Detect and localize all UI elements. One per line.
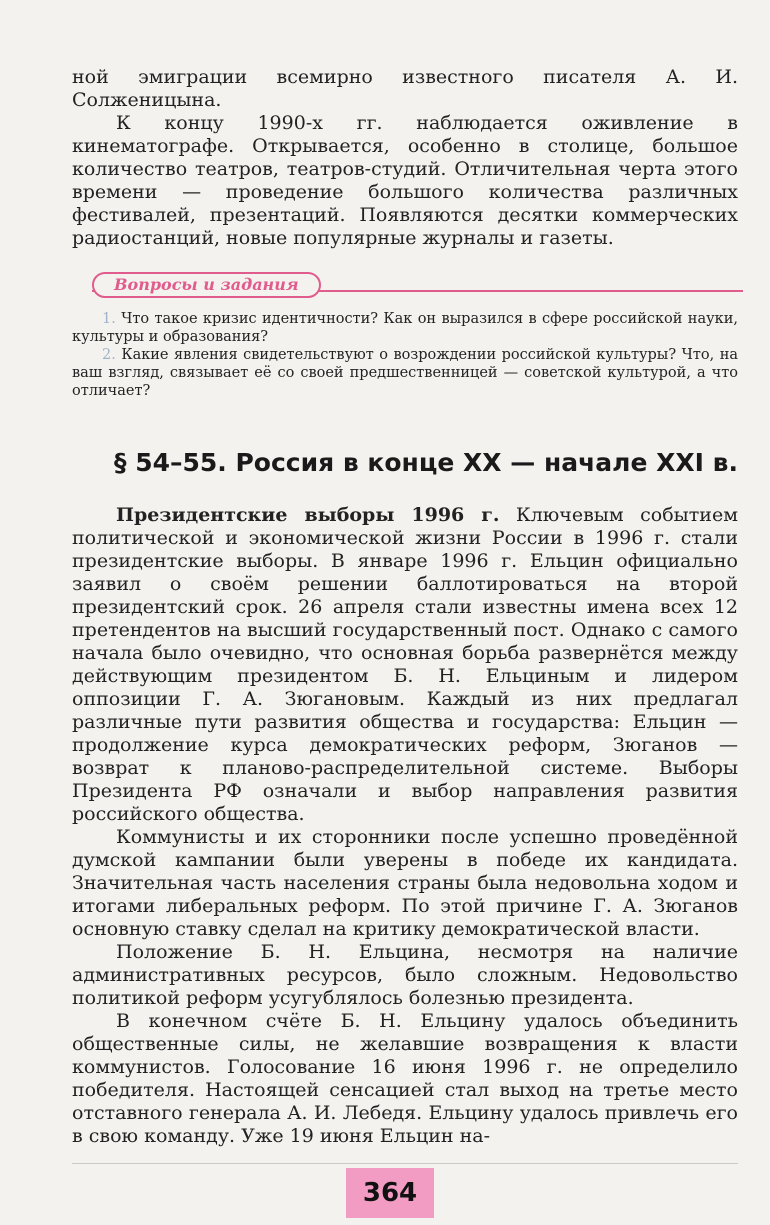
section-paragraph-1: Коммунисты и их сторонники после успешно проведённой думской кампании были уверены в победе их кандидата. Значительная часть населения страны была недовольна ходом и итогами либеральных реформ. По этой причине Г. А. Зюганов основную ставку сделал на критику демократической власти. bbox=[72, 826, 738, 940]
section-lead-paragraph bbox=[72, 504, 738, 826]
page-content bbox=[72, 66, 738, 1148]
question-number: 1. bbox=[102, 311, 116, 327]
intro-paragraph-2: К концу 1990-х гг. наблюдается оживление в кинематографе. Открывается, особенно в столице, большое количество театров, театров-студий. Отличительная черта этого времени — проведение большого количества различных фестивалей, презентаций. Появляются десятки коммерческих радиостанций, новые популярные журналы и газеты. bbox=[72, 112, 738, 249]
section-lead-title: Президентские выборы 1996 г. bbox=[116, 504, 500, 526]
question-text: Что такое кризис идентичности? Как он выразился в сфере российской науки, культуры и образования? bbox=[72, 311, 738, 345]
section-lead-text: Ключевым событием политической и экономической жизни России в 1996 г. стали президентские выборы. В январе 1996 г. Ельцин официально заявил о своём решении баллотироваться на второй президентский срок. 26 апреля стали известны имена всех 12 претендентов на высший государственный пост. Однако с самого начала было очевидно, что основная борьба развернётся между действующим президентом Б. Н. Ельциным и лидером оппозиции Г. А. Зюгановым. Каждый из них предлагал различные пути развития общества и государства: Ельцин — продолжение курса демократических реформ, Зюганов — возврат к планово-распределительной системе. Выборы Президента РФ означали и выбор направления развития российского общества. bbox=[72, 504, 738, 825]
section-paragraph-2: Положение Б. Н. Ельцина, несмотря на наличие административных ресурсов, было сложным. Недовольство политикой реформ усугублялось болезнью президента. bbox=[72, 941, 738, 1009]
intro-paragraph-1: ной эмиграции всемирно известного писателя А. И. Солженицына. bbox=[72, 66, 738, 111]
page-number-badge bbox=[346, 1168, 434, 1218]
page-number: 364 bbox=[362, 1178, 418, 1208]
questions-title: Вопросы и задания bbox=[92, 272, 321, 298]
question-item bbox=[72, 310, 738, 346]
section-heading: § 54–55. Россия в конце XX — начале XXI в. bbox=[114, 448, 738, 477]
question-item bbox=[72, 346, 738, 400]
question-number: 2. bbox=[102, 347, 116, 363]
questions-header bbox=[72, 270, 738, 304]
questions-list bbox=[72, 310, 738, 400]
footer-divider bbox=[72, 1163, 738, 1164]
question-text: Какие явления свидетельствуют о возрождении российской культуры? Что, на ваш взгляд, связывает её со своей предшественницей — советской культурой, а что отличает? bbox=[72, 347, 738, 399]
section-paragraph-3: В конечном счёте Б. Н. Ельцину удалось объединить общественные силы, не желавшие возвращения к власти коммунистов. Голосование 16 июня 1996 г. не определило победителя. Настоящей сенсацией стал выход на третье место отставного генерала А. И. Лебедя. Ельцину удалось привлечь его в свою команду. Уже 19 июня Ельцин на- bbox=[72, 1010, 738, 1147]
